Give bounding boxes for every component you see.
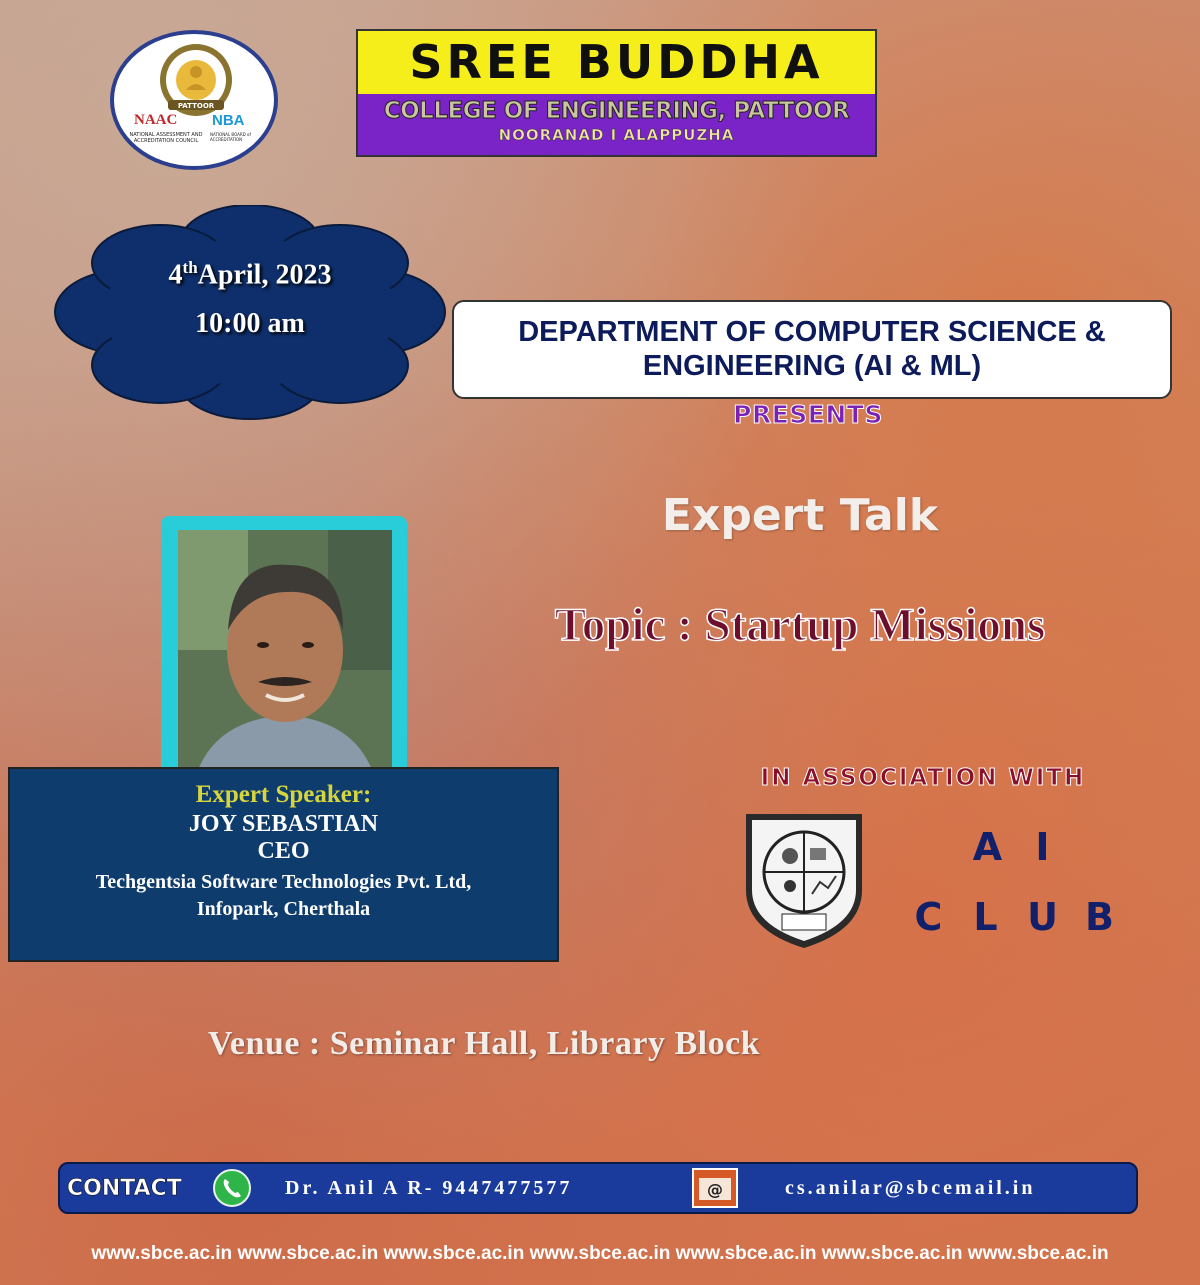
contact-bar	[58, 1162, 1138, 1214]
naac-subtitle: NATIONAL ASSESSMENT AND ACCREDITATION COUNCIL	[129, 132, 203, 144]
speaker-organization: Techgentsia Software Technologies Pvt. Ltd,	[95, 871, 472, 893]
contact-person[interactable]: Dr. Anil A R- 9447477577	[285, 1177, 573, 1199]
event-date: 4thApril, 2023	[168, 258, 332, 291]
speaker-header: Expert Speaker:	[195, 781, 372, 808]
department-line-1: DEPARTMENT OF COMPUTER SCIENCE &	[518, 316, 1106, 348]
speaker-position: CEO	[257, 838, 310, 864]
naac-logo-text: NAAC	[134, 112, 178, 128]
speaker-photo	[178, 530, 392, 770]
department-line-2: ENGINEERING (AI & ML)	[642, 350, 982, 382]
banner-bottom	[358, 94, 875, 155]
speaker-name: JOY SEBASTIAN	[188, 811, 379, 837]
club-name-line-2: C L U B	[914, 895, 1114, 939]
department-box	[452, 300, 1172, 399]
gear-emblem-icon	[148, 42, 244, 122]
contact-label: CONTACT	[67, 1176, 182, 1201]
email-icon[interactable]	[692, 1168, 738, 1208]
association-label: IN ASSOCIATION WITH	[760, 765, 1086, 791]
venue-text: Venue : Seminar Hall, Library Block	[208, 1025, 761, 1062]
speaker-box	[8, 767, 559, 962]
banner-top	[358, 31, 875, 94]
college-banner	[356, 29, 877, 157]
college-name: SREE BUDDHA	[409, 35, 824, 89]
presents-label: PRESENTS	[733, 400, 883, 429]
talk-topic: Topic : Startup Missions	[554, 599, 1046, 651]
phone-icon[interactable]	[213, 1169, 251, 1207]
event-time: 10:00 am	[195, 308, 305, 339]
svg-text:@: @	[707, 1180, 723, 1199]
nba-logo-text: NBA	[212, 112, 245, 129]
speaker-location: Infopark, Cherthala	[196, 898, 371, 920]
college-subtitle: COLLEGE OF ENGINEERING, PATTOOR	[383, 98, 850, 124]
speaker-portrait-icon	[178, 530, 392, 770]
talk-title: Expert Talk	[661, 490, 939, 541]
club-name-line-1: A I	[972, 825, 1050, 869]
contact-email[interactable]: cs.anilar@sbcemail.in	[785, 1177, 1036, 1199]
ai-club-shield-icon	[742, 810, 866, 952]
svg-text:PATTOOR: PATTOOR	[177, 102, 215, 110]
college-location: NOORANAD I ALAPPUZHA	[498, 126, 735, 144]
nba-subtitle: NATIONAL BOARD of ACCREDITATION	[210, 132, 251, 142]
website-footer[interactable]: www.sbce.ac.in www.sbce.ac.in www.sbce.ac.in www.sbce.ac.in www.sbce.ac.in www.sbce.ac.in www.sbce.ac.in	[91, 1243, 1109, 1264]
college-logo	[110, 30, 278, 170]
